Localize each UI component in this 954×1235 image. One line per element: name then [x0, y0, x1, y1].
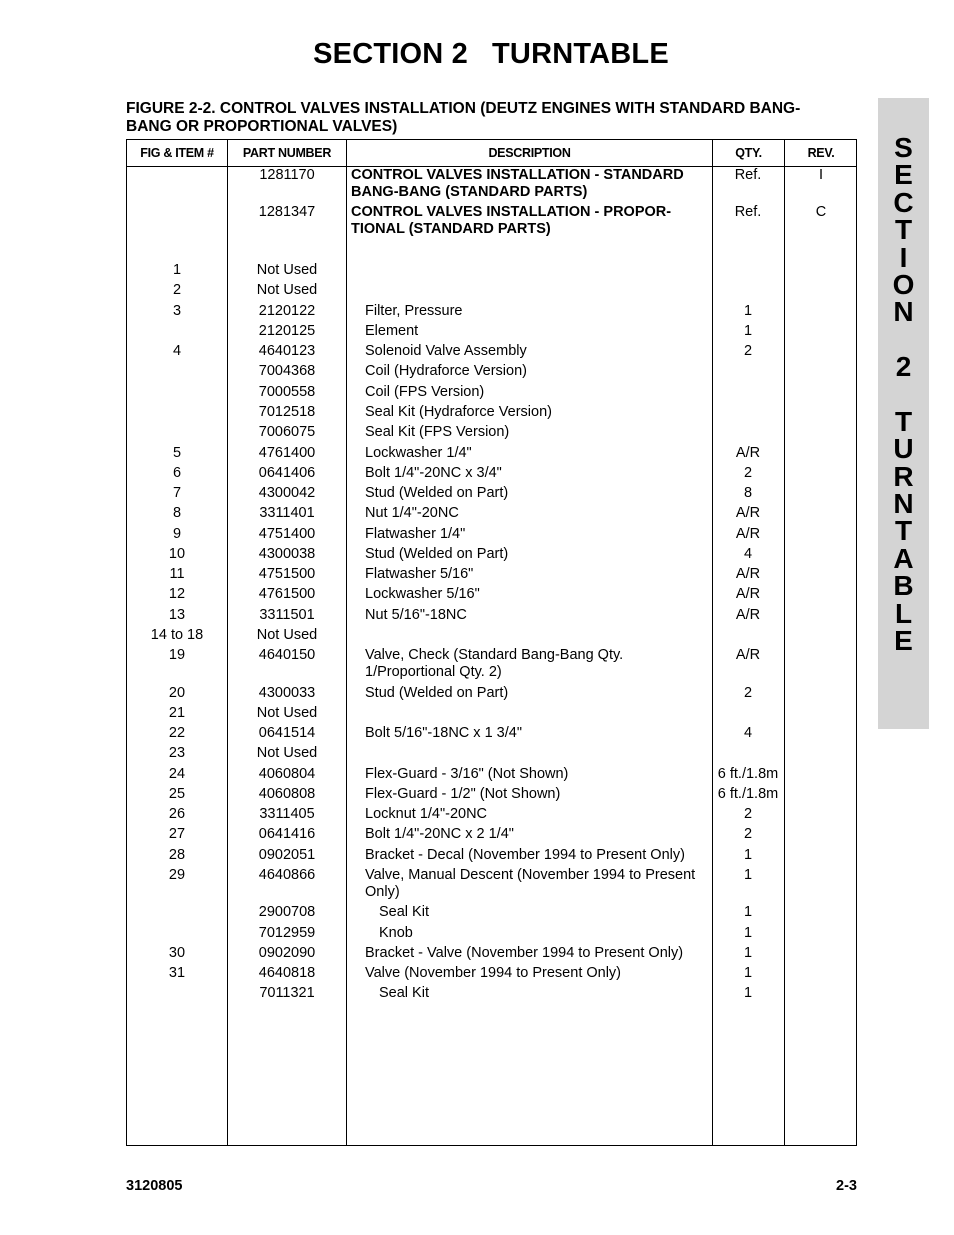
column-header-qty: QTY.	[735, 146, 762, 160]
part-number-cell: 7012959	[258, 925, 316, 941]
side-tab-letter: 2	[895, 351, 912, 383]
qty-cell: A/R	[735, 647, 761, 663]
part-number-cell: 1281170	[259, 167, 315, 183]
description-cell: Flex-Guard - 3/16" (Not Shown)	[365, 766, 569, 782]
section-label: SECTION 2	[313, 38, 469, 70]
part-number-cell: 4300042	[258, 485, 316, 501]
page-title	[0, 38, 954, 71]
part-number-cell: 7000558	[258, 384, 316, 400]
description-cell: Seal Kit	[379, 985, 429, 1001]
qty-cell: 1	[743, 985, 753, 1001]
fig-item-cell: 3	[172, 303, 182, 319]
side-tab-letter: O	[892, 268, 915, 300]
qty-cell: 6 ft./1.8m	[717, 766, 779, 782]
part-number-cell: 4751400	[258, 526, 316, 542]
parts-table	[126, 139, 857, 1146]
description-cell: Valve, Manual Descent (November 1994 to Present Only)	[365, 867, 696, 900]
fig-item-cell: 4	[172, 343, 182, 359]
side-tab-letters	[878, 132, 929, 657]
fig-item-cell: 26	[168, 806, 186, 822]
part-number-cell: 4640150	[258, 647, 316, 663]
side-tab-letter: N	[893, 296, 914, 328]
figure-title: FIGURE 2-2. CONTROL VALVES INSTALLATION (DEUTZ ENGINES WITH STANDARD BANG-BANG OR PROPORTIONAL VALVES)	[126, 100, 801, 135]
rev-cell: C	[815, 204, 827, 220]
section-name: TURNTABLE	[492, 38, 669, 70]
part-number-cell: 7011321	[259, 985, 315, 1001]
side-tab-letter: S	[894, 132, 913, 163]
qty-cell: 2	[743, 826, 753, 842]
qty-cell: 1	[743, 323, 753, 339]
qty-cell: 1	[743, 847, 753, 863]
fig-item-cell: 8	[172, 505, 182, 521]
qty-cell: 1	[743, 303, 753, 319]
description-cell: Coil (Hydraforce Version)	[365, 363, 527, 379]
rev-cell: I	[818, 167, 824, 183]
fig-item-cell: 27	[168, 826, 186, 842]
column-header-description: DESCRIPTION	[488, 146, 571, 160]
description-cell: Stud (Welded on Part)	[365, 485, 509, 501]
description-cell: Knob	[379, 925, 413, 941]
fig-item-cell: 6	[172, 465, 182, 481]
part-number-cell: 4060804	[258, 766, 316, 782]
side-tab-letter: C	[893, 186, 914, 218]
description-cell: Bracket - Valve (November 1994 to Present Only)	[365, 945, 684, 961]
description-cell: Flatwasher 1/4"	[365, 526, 466, 542]
description-cell: Bolt 1/4"-20NC x 3/4"	[365, 465, 502, 481]
qty-cell: 6 ft./1.8m	[717, 786, 779, 802]
column-divider	[784, 140, 785, 1145]
side-tab-letter: N	[893, 488, 914, 520]
qty-cell: 1	[743, 965, 753, 981]
column-divider	[346, 140, 347, 1145]
description-cell: Lockwasher 5/16"	[365, 586, 480, 602]
qty-cell: A/R	[735, 505, 761, 521]
part-number-cell: 2900708	[258, 904, 316, 920]
part-number-cell: 4060808	[258, 786, 316, 802]
qty-cell: 2	[743, 685, 753, 701]
qty-cell: 1	[743, 945, 753, 961]
fig-item-cell: 19	[168, 647, 186, 663]
fig-item-cell: 14 to 18	[150, 627, 204, 643]
part-number-cell: 0641514	[258, 725, 316, 741]
description-cell: Valve (November 1994 to Present Only)	[365, 965, 622, 981]
description-cell: CONTROL VALVES INSTALLATION - STANDARD BANG-BANG (STANDARD PARTS)	[351, 167, 684, 200]
side-tab-letter	[878, 381, 929, 408]
description-cell: Valve, Check (Standard Bang-Bang Qty. 1/Proportional Qty. 2)	[365, 647, 624, 680]
qty-cell: 2	[743, 343, 753, 359]
side-tab-letter: T	[894, 515, 913, 547]
part-number-cell: 4300033	[258, 685, 316, 701]
column-header-part-number: PART NUMBER	[242, 146, 332, 160]
description-cell: Stud (Welded on Part)	[365, 685, 509, 701]
description-cell: Flatwasher 5/16"	[365, 566, 474, 582]
qty-cell: A/R	[735, 586, 761, 602]
qty-cell: 4	[743, 546, 753, 562]
part-number-cell: 4640866	[258, 867, 316, 883]
part-number-cell: 4751500	[258, 566, 316, 582]
column-header-rev: REV.	[807, 146, 835, 160]
qty-cell: 8	[743, 485, 753, 501]
qty-cell: A/R	[735, 566, 761, 582]
qty-cell: Ref.	[734, 167, 762, 183]
page-number: 2-3	[836, 1178, 857, 1194]
part-number-cell: 0641416	[258, 826, 316, 842]
part-number-cell: 7006075	[258, 424, 316, 440]
part-number-cell: Not Used	[256, 282, 318, 298]
qty-cell: A/R	[735, 607, 761, 623]
fig-item-cell: 21	[168, 705, 186, 721]
description-cell: Nut 5/16"-18NC	[365, 607, 467, 623]
fig-item-cell: 23	[168, 745, 186, 761]
part-number-cell: 4640123	[258, 343, 316, 359]
side-tab-letter: T	[894, 405, 913, 437]
part-number-cell: 2120122	[258, 303, 316, 319]
description-cell: Seal Kit (FPS Version)	[365, 424, 510, 440]
description-cell: Seal Kit (Hydraforce Version)	[365, 404, 552, 420]
fig-item-cell: 31	[168, 965, 186, 981]
document-number: 3120805	[126, 1178, 183, 1194]
side-tab-letter: R	[893, 460, 914, 492]
fig-item-cell: 10	[168, 546, 186, 562]
part-number-cell: Not Used	[256, 705, 318, 721]
description-cell: Element	[365, 323, 419, 339]
qty-cell: 2	[743, 806, 753, 822]
side-tab-letter: T	[894, 214, 913, 246]
fig-item-cell: 28	[168, 847, 186, 863]
part-number-cell: 1281347	[258, 204, 316, 220]
fig-item-cell: 12	[168, 586, 186, 602]
description-cell: Bolt 5/16"-18NC x 1 3/4"	[365, 725, 522, 741]
description-cell: Filter, Pressure	[365, 303, 463, 319]
part-number-cell: 3311401	[259, 505, 315, 521]
description-cell: Flex-Guard - 1/2" (Not Shown)	[365, 786, 561, 802]
side-tab-letter: I	[899, 241, 908, 273]
fig-item-cell: 13	[168, 607, 186, 623]
part-number-cell: 4761400	[258, 445, 316, 461]
qty-cell: 1	[743, 925, 753, 941]
side-tab-letter: U	[893, 433, 914, 465]
part-number-cell: 4761500	[258, 586, 316, 602]
fig-item-cell: 30	[168, 945, 186, 961]
side-tab-letter: L	[894, 597, 913, 629]
qty-cell: Ref.	[734, 204, 762, 220]
description-cell: Coil (FPS Version)	[365, 384, 485, 400]
description-cell: Bolt 1/4"-20NC x 2 1/4"	[365, 826, 514, 842]
side-tab-letter	[878, 326, 929, 353]
part-number-cell: 7012518	[258, 404, 316, 420]
fig-item-cell: 20	[168, 685, 186, 701]
qty-cell: 1	[743, 867, 753, 883]
side-tab-letter: A	[893, 542, 914, 574]
description-cell: Nut 1/4"-20NC	[365, 505, 459, 521]
description-cell: Stud (Welded on Part)	[365, 546, 509, 562]
description-cell: CONTROL VALVES INSTALLATION - PROPOR-TIONAL (STANDARD PARTS)	[351, 204, 672, 237]
part-number-cell: Not Used	[256, 627, 318, 643]
description-cell: Bracket - Decal (November 1994 to Present Only)	[365, 847, 685, 863]
fig-item-cell: 1	[172, 262, 182, 278]
side-tab-letter: B	[893, 570, 914, 602]
part-number-cell: 0902090	[258, 945, 316, 961]
qty-cell: 2	[743, 465, 753, 481]
fig-item-cell: 11	[169, 566, 185, 582]
side-tab-letter: E	[894, 625, 913, 657]
qty-cell: 1	[743, 904, 753, 920]
description-cell: Seal Kit	[379, 904, 429, 920]
fig-item-cell: 2	[172, 282, 182, 298]
fig-item-cell: 9	[172, 526, 182, 542]
column-header-fig-item: FIG & ITEM #	[140, 146, 214, 160]
part-number-cell: 3311405	[259, 806, 315, 822]
fig-item-cell: 29	[168, 867, 186, 883]
part-number-cell: 3311501	[259, 607, 315, 623]
part-number-cell: 4300038	[258, 546, 316, 562]
description-cell: Lockwasher 1/4"	[365, 445, 472, 461]
fig-item-cell: 24	[168, 766, 186, 782]
section-side-tab	[878, 98, 929, 729]
qty-cell: A/R	[735, 526, 761, 542]
part-number-cell: 4640818	[258, 965, 316, 981]
description-cell: Locknut 1/4"-20NC	[365, 806, 488, 822]
qty-cell: A/R	[735, 445, 761, 461]
fig-item-cell: 22	[168, 725, 186, 741]
part-number-cell: 0641406	[258, 465, 316, 481]
part-number-cell: 2120125	[258, 323, 316, 339]
fig-item-cell: 25	[168, 786, 186, 802]
part-number-cell: 0902051	[258, 847, 316, 863]
description-cell: Solenoid Valve Assembly	[365, 343, 527, 359]
side-tab-letter: E	[894, 159, 913, 191]
qty-cell: 4	[743, 725, 753, 741]
part-number-cell: Not Used	[256, 262, 318, 278]
fig-item-cell: 7	[172, 485, 182, 501]
part-number-cell: 7004368	[258, 363, 316, 379]
part-number-cell: Not Used	[256, 745, 318, 761]
fig-item-cell: 5	[172, 445, 182, 461]
